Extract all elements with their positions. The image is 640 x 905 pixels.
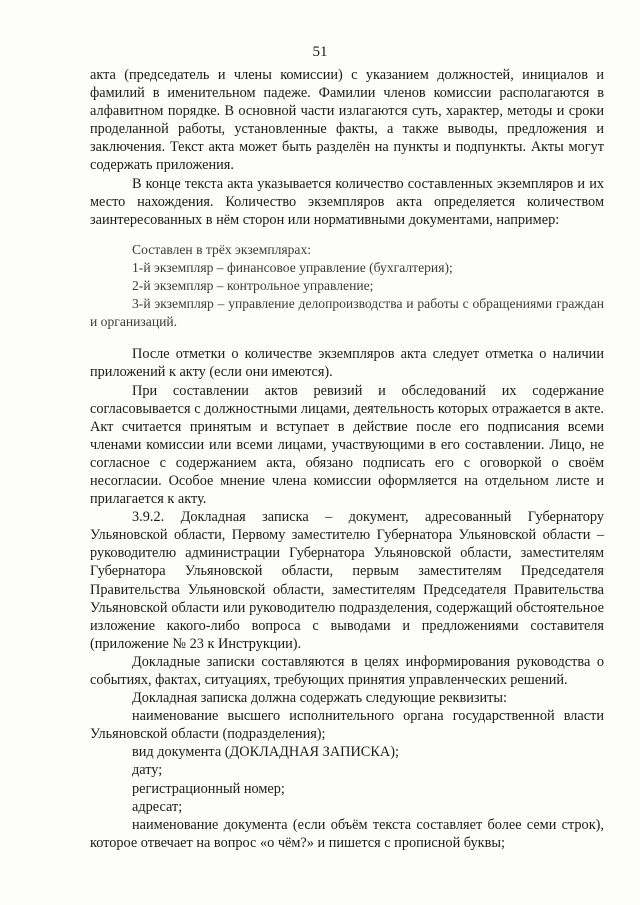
memo-purpose-paragraph: Докладные записки составляются в целях информирования руководства о событиях, фактах, ситуациях, требующих принятия управленческих решений. xyxy=(90,653,604,688)
audit-paragraph: При составлении актов ревизий и обследований их содержание согласовывается с должностными лицами, деятельность которых отражается в акте. Акт считается принятым и вступает в действие после его подписания всеми членами комиссии или всеми лицами, участвующими в его составлении. Лицо, не согласное с содержанием акта, обязано подписать его с оговоркой о своём несогласии. Особое мнение члена комиссии оформляется на отдельном листе и прилагается к акту. xyxy=(90,382,604,508)
example-line: 2-й экземпляр – контрольное управление; xyxy=(132,278,374,294)
requisite-item: наименование высшего исполнительного органа государственной власти Ульяновской области (подразделения); xyxy=(90,708,604,743)
intro-paragraph: акта (председатель и члены комиссии) с указанием должностей, инициалов и фамилий в именительном падеже. Фамилии членов комиссии располагаются в алфавитном порядке. В основной части излагаются суть, характер, методы и сроки проделанной работы, установленные факты, а также выводы, предложения и заключения. Текст акта может быть разделён на пункты и подпункты. Акты могут содержать приложения. xyxy=(90,67,604,174)
requisite-item: наименование документа (если объём текста составляет более семи строк), которое отвечает на вопрос «о чём?» и пишется с прописной буквы; xyxy=(90,816,604,851)
requisite-item: вид документа (ДОКЛАДНАЯ ЗАПИСКА); xyxy=(132,744,399,761)
requisite-item: дату; xyxy=(132,762,163,779)
copies-paragraph: В конце текста акта указывается количество составленных экземпляров и их место нахождения. Количество экземпляров акта определяется количеством заинтересованных в нём сторон или нормативными документами, например: xyxy=(90,175,604,228)
example-line: 1-й экземпляр – финансовое управление (бухгалтерия); xyxy=(132,259,453,275)
requisite-item: адресат; xyxy=(132,798,183,815)
attachments-paragraph: После отметки о количестве экземпляров акта следует отметка о наличии приложений к акту (если они имеются). xyxy=(90,346,604,381)
copies-example xyxy=(90,241,604,331)
example-line: Составлен в трёх экземплярах: xyxy=(132,241,312,257)
page-number: 51 xyxy=(312,44,328,60)
memo-definition-paragraph: 3.9.2. Докладная записка – документ, адресованный Губернатору Ульяновской области, Первому заместителю Губернатора Ульяновской области – руководителю администрации Губернатора Ульяновской области, заместителям Губернатора Ульяновской области, первым заместителям Председателя Правительства Ульяновской области, заместителям Председателя Правительства Ульяновской области или руководителю подразделения, содержащий обстоятельное изложение какого-либо вопроса с выводами и предложениями составителя (приложение № 23 к Инструкции). xyxy=(90,509,604,652)
memo-requisites-intro: Докладная записка должна содержать следующие реквизиты: xyxy=(132,690,507,707)
requisite-item: регистрационный номер; xyxy=(132,780,285,797)
example-line: 3-й экземпляр – управление делопроизводства и работы с обращениями граждан и организаций. xyxy=(90,296,604,330)
page-body xyxy=(90,66,604,852)
